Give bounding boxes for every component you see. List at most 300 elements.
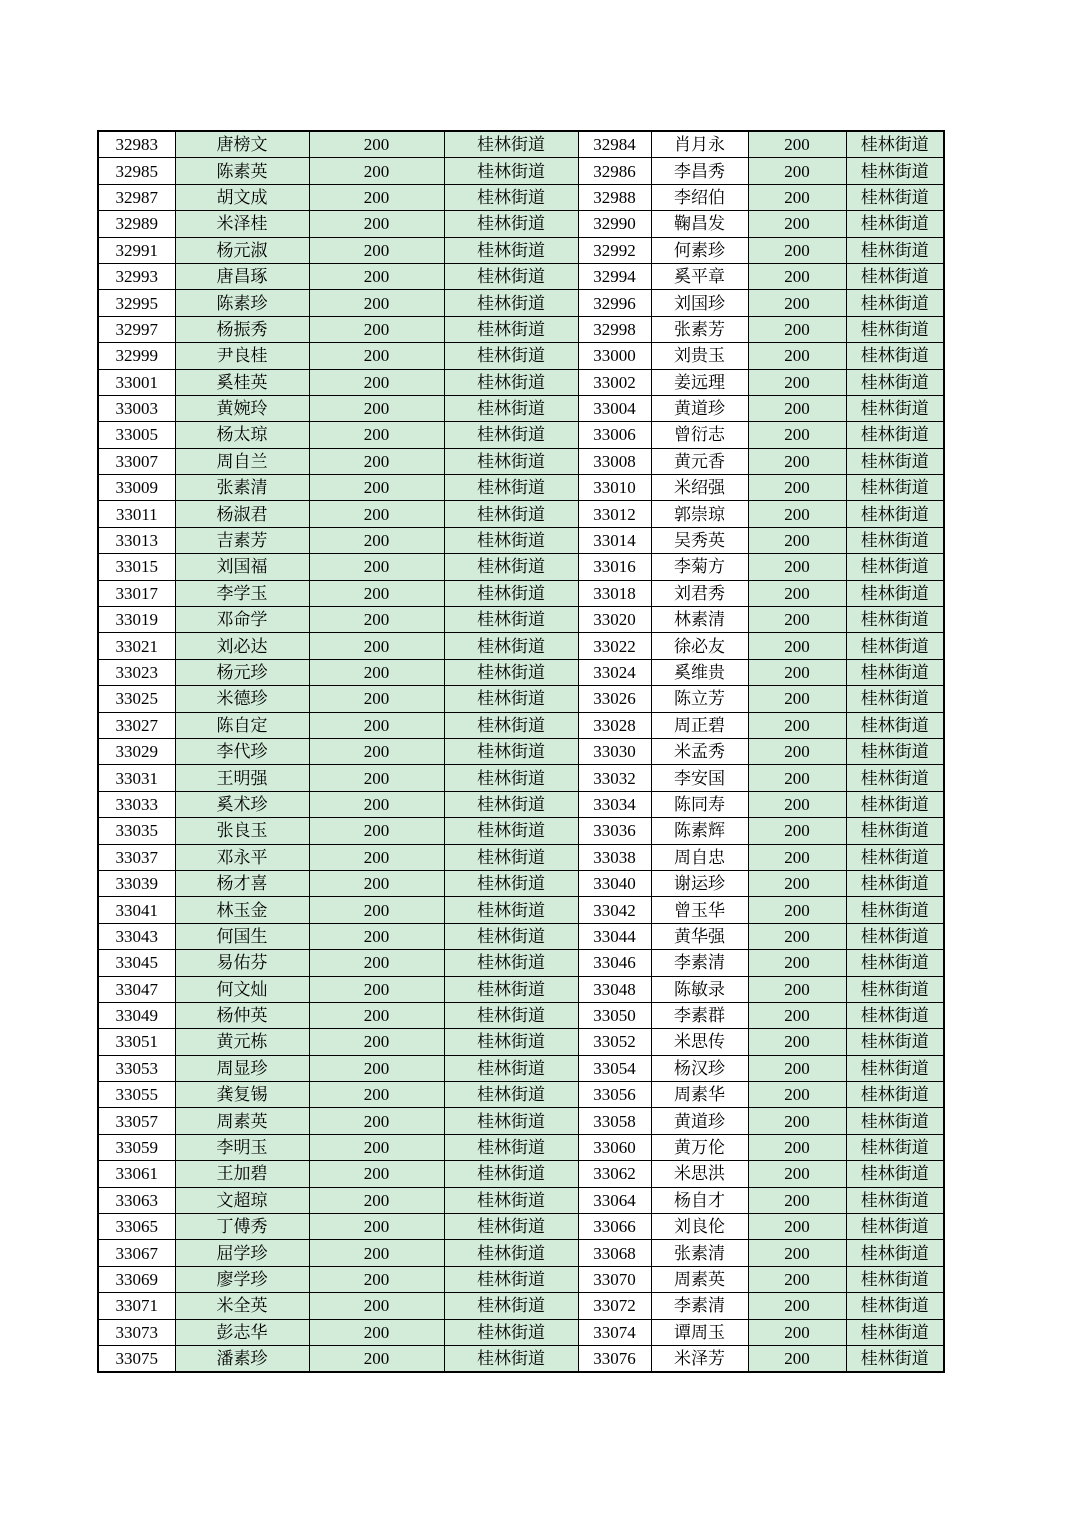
right-street-cell: 桂林街道 — [846, 580, 944, 606]
left-amount-cell: 200 — [309, 1134, 444, 1160]
left-street-cell: 桂林街道 — [444, 475, 578, 501]
table-row — [98, 818, 944, 844]
left-name-cell: 何国生 — [175, 923, 309, 949]
right-amount-cell: 200 — [748, 1082, 846, 1108]
right-amount-cell: 200 — [748, 818, 846, 844]
left-street-cell: 桂林街道 — [444, 791, 578, 817]
right-name-cell: 曾玉华 — [651, 897, 748, 923]
right-street-cell: 桂林街道 — [846, 131, 944, 158]
right-street-cell: 桂林街道 — [846, 1319, 944, 1345]
left-street-cell: 桂林街道 — [444, 1134, 578, 1160]
left-name-cell: 吉素芳 — [175, 527, 309, 553]
table-row — [98, 976, 944, 1002]
left-street-cell: 桂林街道 — [444, 1108, 578, 1134]
left-name-cell: 龚复锡 — [175, 1082, 309, 1108]
right-street-cell: 桂林街道 — [846, 554, 944, 580]
left-name-cell: 杨振秀 — [175, 316, 309, 342]
table-row — [98, 422, 944, 448]
left-id-cell: 33059 — [98, 1134, 175, 1160]
left-name-cell: 文超琼 — [175, 1187, 309, 1213]
left-id-cell: 32995 — [98, 290, 175, 316]
right-name-cell: 周正碧 — [651, 712, 748, 738]
left-street-cell: 桂林街道 — [444, 184, 578, 210]
right-amount-cell: 200 — [748, 158, 846, 184]
right-street-cell: 桂林街道 — [846, 1345, 944, 1372]
right-amount-cell: 200 — [748, 738, 846, 764]
right-id-cell: 33034 — [578, 791, 651, 817]
left-amount-cell: 200 — [309, 1214, 444, 1240]
right-amount-cell: 200 — [748, 1161, 846, 1187]
left-name-cell: 米德珍 — [175, 686, 309, 712]
right-id-cell: 33028 — [578, 712, 651, 738]
left-street-cell: 桂林街道 — [444, 1345, 578, 1372]
left-amount-cell: 200 — [309, 659, 444, 685]
table-row — [98, 923, 944, 949]
right-street-cell: 桂林街道 — [846, 316, 944, 342]
right-id-cell: 33062 — [578, 1161, 651, 1187]
right-name-cell: 鞠昌发 — [651, 211, 748, 237]
left-street-cell: 桂林街道 — [444, 501, 578, 527]
right-amount-cell: 200 — [748, 607, 846, 633]
left-amount-cell: 200 — [309, 712, 444, 738]
table-row — [98, 607, 944, 633]
left-street-cell: 桂林街道 — [444, 448, 578, 474]
right-name-cell: 李昌秀 — [651, 158, 748, 184]
right-name-cell: 黄道珍 — [651, 395, 748, 421]
left-id-cell: 33061 — [98, 1161, 175, 1187]
right-amount-cell: 200 — [748, 1345, 846, 1372]
right-street-cell: 桂林街道 — [846, 844, 944, 870]
left-amount-cell: 200 — [309, 686, 444, 712]
right-id-cell: 33036 — [578, 818, 651, 844]
left-name-cell: 李明玉 — [175, 1134, 309, 1160]
left-street-cell: 桂林街道 — [444, 237, 578, 263]
right-name-cell: 米思传 — [651, 1029, 748, 1055]
left-amount-cell: 200 — [309, 448, 444, 474]
right-amount-cell: 200 — [748, 633, 846, 659]
left-amount-cell: 200 — [309, 1055, 444, 1081]
left-street-cell: 桂林街道 — [444, 1293, 578, 1319]
table-row — [98, 791, 944, 817]
table-row — [98, 870, 944, 896]
right-amount-cell: 200 — [748, 765, 846, 791]
right-name-cell: 黄元香 — [651, 448, 748, 474]
right-amount-cell: 200 — [748, 422, 846, 448]
left-name-cell: 邓永平 — [175, 844, 309, 870]
right-street-cell: 桂林街道 — [846, 923, 944, 949]
right-id-cell: 33054 — [578, 1055, 651, 1081]
right-street-cell: 桂林街道 — [846, 158, 944, 184]
right-amount-cell: 200 — [748, 686, 846, 712]
left-street-cell: 桂林街道 — [444, 686, 578, 712]
right-street-cell: 桂林街道 — [846, 712, 944, 738]
right-id-cell: 33072 — [578, 1293, 651, 1319]
left-amount-cell: 200 — [309, 791, 444, 817]
left-name-cell: 王加碧 — [175, 1161, 309, 1187]
table-row — [98, 686, 944, 712]
right-name-cell: 陈素辉 — [651, 818, 748, 844]
right-name-cell: 周自忠 — [651, 844, 748, 870]
right-amount-cell: 200 — [748, 1029, 846, 1055]
subsidy-roster-table — [97, 130, 945, 1373]
left-name-cell: 胡文成 — [175, 184, 309, 210]
table-row — [98, 633, 944, 659]
left-name-cell: 奚桂英 — [175, 369, 309, 395]
right-id-cell: 33058 — [578, 1108, 651, 1134]
right-name-cell: 林素清 — [651, 607, 748, 633]
right-name-cell: 黄万伦 — [651, 1134, 748, 1160]
left-name-cell: 杨淑君 — [175, 501, 309, 527]
left-amount-cell: 200 — [309, 475, 444, 501]
left-street-cell: 桂林街道 — [444, 1161, 578, 1187]
right-street-cell: 桂林街道 — [846, 1134, 944, 1160]
right-id-cell: 32996 — [578, 290, 651, 316]
left-street-cell: 桂林街道 — [444, 765, 578, 791]
right-name-cell: 谭周玉 — [651, 1319, 748, 1345]
right-name-cell: 杨汉珍 — [651, 1055, 748, 1081]
left-id-cell: 33021 — [98, 633, 175, 659]
right-id-cell: 32984 — [578, 131, 651, 158]
left-street-cell: 桂林街道 — [444, 1055, 578, 1081]
left-street-cell: 桂林街道 — [444, 976, 578, 1002]
right-amount-cell: 200 — [748, 290, 846, 316]
right-id-cell: 33030 — [578, 738, 651, 764]
left-street-cell: 桂林街道 — [444, 1240, 578, 1266]
left-amount-cell: 200 — [309, 1161, 444, 1187]
left-name-cell: 王明强 — [175, 765, 309, 791]
right-street-cell: 桂林街道 — [846, 1161, 944, 1187]
left-amount-cell: 200 — [309, 422, 444, 448]
left-street-cell: 桂林街道 — [444, 263, 578, 289]
right-id-cell: 32992 — [578, 237, 651, 263]
left-id-cell: 32983 — [98, 131, 175, 158]
left-id-cell: 33057 — [98, 1108, 175, 1134]
left-street-cell: 桂林街道 — [444, 158, 578, 184]
right-id-cell: 33006 — [578, 422, 651, 448]
left-id-cell: 33017 — [98, 580, 175, 606]
right-street-cell: 桂林街道 — [846, 1266, 944, 1292]
left-name-cell: 屈学珍 — [175, 1240, 309, 1266]
right-id-cell: 33048 — [578, 976, 651, 1002]
left-name-cell: 张良玉 — [175, 818, 309, 844]
table-row — [98, 1161, 944, 1187]
right-id-cell: 32990 — [578, 211, 651, 237]
left-id-cell: 33033 — [98, 791, 175, 817]
left-id-cell: 33067 — [98, 1240, 175, 1266]
right-name-cell: 曾衍志 — [651, 422, 748, 448]
right-amount-cell: 200 — [748, 448, 846, 474]
right-id-cell: 33038 — [578, 844, 651, 870]
right-id-cell: 33026 — [578, 686, 651, 712]
left-street-cell: 桂林街道 — [444, 738, 578, 764]
table-body — [98, 131, 944, 1372]
right-amount-cell: 200 — [748, 580, 846, 606]
left-name-cell: 陈自定 — [175, 712, 309, 738]
left-amount-cell: 200 — [309, 818, 444, 844]
table-row — [98, 527, 944, 553]
left-id-cell: 33041 — [98, 897, 175, 923]
right-street-cell: 桂林街道 — [846, 237, 944, 263]
right-street-cell: 桂林街道 — [846, 369, 944, 395]
right-amount-cell: 200 — [748, 369, 846, 395]
table-row — [98, 1134, 944, 1160]
right-amount-cell: 200 — [748, 950, 846, 976]
left-amount-cell: 200 — [309, 1345, 444, 1372]
right-id-cell: 33044 — [578, 923, 651, 949]
table-row — [98, 1029, 944, 1055]
right-amount-cell: 200 — [748, 211, 846, 237]
right-id-cell: 33042 — [578, 897, 651, 923]
left-name-cell: 周显珍 — [175, 1055, 309, 1081]
right-id-cell: 33066 — [578, 1214, 651, 1240]
right-street-cell: 桂林街道 — [846, 659, 944, 685]
right-name-cell: 李绍伯 — [651, 184, 748, 210]
left-id-cell: 33023 — [98, 659, 175, 685]
left-name-cell: 廖学珍 — [175, 1266, 309, 1292]
right-id-cell: 33002 — [578, 369, 651, 395]
right-street-cell: 桂林街道 — [846, 501, 944, 527]
table-row — [98, 369, 944, 395]
left-street-cell: 桂林街道 — [444, 1319, 578, 1345]
right-street-cell: 桂林街道 — [846, 211, 944, 237]
left-name-cell: 邓命学 — [175, 607, 309, 633]
left-street-cell: 桂林街道 — [444, 290, 578, 316]
right-id-cell: 33070 — [578, 1266, 651, 1292]
right-name-cell: 刘贵玉 — [651, 343, 748, 369]
right-name-cell: 谢运珍 — [651, 870, 748, 896]
left-street-cell: 桂林街道 — [444, 369, 578, 395]
left-name-cell: 陈素英 — [175, 158, 309, 184]
right-name-cell: 米思洪 — [651, 1161, 748, 1187]
right-street-cell: 桂林街道 — [846, 448, 944, 474]
right-amount-cell: 200 — [748, 923, 846, 949]
right-name-cell: 米泽芳 — [651, 1345, 748, 1372]
right-amount-cell: 200 — [748, 1134, 846, 1160]
left-id-cell: 33035 — [98, 818, 175, 844]
right-id-cell: 33064 — [578, 1187, 651, 1213]
left-id-cell: 32997 — [98, 316, 175, 342]
left-name-cell: 李学玉 — [175, 580, 309, 606]
left-amount-cell: 200 — [309, 1002, 444, 1028]
right-amount-cell: 200 — [748, 316, 846, 342]
left-street-cell: 桂林街道 — [444, 659, 578, 685]
left-street-cell: 桂林街道 — [444, 712, 578, 738]
left-id-cell: 33027 — [98, 712, 175, 738]
left-id-cell: 32993 — [98, 263, 175, 289]
left-id-cell: 32991 — [98, 237, 175, 263]
left-amount-cell: 200 — [309, 897, 444, 923]
left-name-cell: 唐昌琢 — [175, 263, 309, 289]
table-row — [98, 395, 944, 421]
left-id-cell: 32985 — [98, 158, 175, 184]
table-row — [98, 1214, 944, 1240]
left-name-cell: 周自兰 — [175, 448, 309, 474]
left-amount-cell: 200 — [309, 395, 444, 421]
left-amount-cell: 200 — [309, 950, 444, 976]
left-name-cell: 唐榜文 — [175, 131, 309, 158]
right-amount-cell: 200 — [748, 844, 846, 870]
right-amount-cell: 200 — [748, 1108, 846, 1134]
right-id-cell: 33060 — [578, 1134, 651, 1160]
left-id-cell: 33051 — [98, 1029, 175, 1055]
right-street-cell: 桂林街道 — [846, 897, 944, 923]
right-name-cell: 何素珍 — [651, 237, 748, 263]
right-id-cell: 33076 — [578, 1345, 651, 1372]
left-id-cell: 33075 — [98, 1345, 175, 1372]
left-name-cell: 林玉金 — [175, 897, 309, 923]
right-id-cell: 33000 — [578, 343, 651, 369]
left-id-cell: 33049 — [98, 1002, 175, 1028]
left-id-cell: 33065 — [98, 1214, 175, 1240]
right-id-cell: 33020 — [578, 607, 651, 633]
right-street-cell: 桂林街道 — [846, 765, 944, 791]
right-amount-cell: 200 — [748, 1055, 846, 1081]
left-name-cell: 张素清 — [175, 475, 309, 501]
left-amount-cell: 200 — [309, 369, 444, 395]
left-amount-cell: 200 — [309, 554, 444, 580]
left-street-cell: 桂林街道 — [444, 1002, 578, 1028]
left-name-cell: 刘必达 — [175, 633, 309, 659]
left-amount-cell: 200 — [309, 184, 444, 210]
left-street-cell: 桂林街道 — [444, 607, 578, 633]
left-name-cell: 杨太琼 — [175, 422, 309, 448]
left-amount-cell: 200 — [309, 633, 444, 659]
right-amount-cell: 200 — [748, 870, 846, 896]
right-name-cell: 陈同寿 — [651, 791, 748, 817]
left-id-cell: 32987 — [98, 184, 175, 210]
table-row — [98, 184, 944, 210]
left-id-cell: 33007 — [98, 448, 175, 474]
right-amount-cell: 200 — [748, 395, 846, 421]
left-street-cell: 桂林街道 — [444, 1266, 578, 1292]
right-amount-cell: 200 — [748, 976, 846, 1002]
right-name-cell: 徐必友 — [651, 633, 748, 659]
left-id-cell: 33005 — [98, 422, 175, 448]
left-street-cell: 桂林街道 — [444, 1082, 578, 1108]
left-id-cell: 33001 — [98, 369, 175, 395]
right-id-cell: 33068 — [578, 1240, 651, 1266]
right-id-cell: 33052 — [578, 1029, 651, 1055]
right-amount-cell: 200 — [748, 527, 846, 553]
right-id-cell: 33050 — [578, 1002, 651, 1028]
left-amount-cell: 200 — [309, 1082, 444, 1108]
left-name-cell: 米泽桂 — [175, 211, 309, 237]
left-id-cell: 33029 — [98, 738, 175, 764]
right-name-cell: 张素清 — [651, 1240, 748, 1266]
left-street-cell: 桂林街道 — [444, 554, 578, 580]
left-amount-cell: 200 — [309, 1029, 444, 1055]
left-amount-cell: 200 — [309, 844, 444, 870]
right-name-cell: 刘良伦 — [651, 1214, 748, 1240]
table-row — [98, 897, 944, 923]
right-amount-cell: 200 — [748, 475, 846, 501]
right-street-cell: 桂林街道 — [846, 395, 944, 421]
right-street-cell: 桂林街道 — [846, 1082, 944, 1108]
table-row — [98, 712, 944, 738]
left-street-cell: 桂林街道 — [444, 211, 578, 237]
right-street-cell: 桂林街道 — [846, 870, 944, 896]
left-amount-cell: 200 — [309, 237, 444, 263]
right-street-cell: 桂林街道 — [846, 1187, 944, 1213]
table-row — [98, 158, 944, 184]
right-amount-cell: 200 — [748, 237, 846, 263]
left-amount-cell: 200 — [309, 501, 444, 527]
left-amount-cell: 200 — [309, 738, 444, 764]
right-amount-cell: 200 — [748, 1293, 846, 1319]
table-row — [98, 475, 944, 501]
right-name-cell: 周素英 — [651, 1266, 748, 1292]
left-name-cell: 奚术珍 — [175, 791, 309, 817]
left-name-cell: 丁傅秀 — [175, 1214, 309, 1240]
left-street-cell: 桂林街道 — [444, 950, 578, 976]
left-name-cell: 黄婉玲 — [175, 395, 309, 421]
left-street-cell: 桂林街道 — [444, 395, 578, 421]
right-name-cell: 陈敏录 — [651, 976, 748, 1002]
left-name-cell: 杨元淑 — [175, 237, 309, 263]
table-row — [98, 554, 944, 580]
table-row — [98, 1055, 944, 1081]
left-name-cell: 彭志华 — [175, 1319, 309, 1345]
right-amount-cell: 200 — [748, 554, 846, 580]
right-amount-cell: 200 — [748, 1319, 846, 1345]
left-street-cell: 桂林街道 — [444, 131, 578, 158]
right-amount-cell: 200 — [748, 263, 846, 289]
right-name-cell: 刘国珍 — [651, 290, 748, 316]
left-street-cell: 桂林街道 — [444, 316, 578, 342]
right-street-cell: 桂林街道 — [846, 791, 944, 817]
right-street-cell: 桂林街道 — [846, 818, 944, 844]
right-id-cell: 32998 — [578, 316, 651, 342]
left-id-cell: 33015 — [98, 554, 175, 580]
table-row — [98, 343, 944, 369]
right-street-cell: 桂林街道 — [846, 738, 944, 764]
left-id-cell: 33053 — [98, 1055, 175, 1081]
left-id-cell: 32989 — [98, 211, 175, 237]
right-id-cell: 33022 — [578, 633, 651, 659]
table-row — [98, 501, 944, 527]
right-name-cell: 杨自才 — [651, 1187, 748, 1213]
left-street-cell: 桂林街道 — [444, 1214, 578, 1240]
right-name-cell: 刘君秀 — [651, 580, 748, 606]
left-street-cell: 桂林街道 — [444, 897, 578, 923]
table-row — [98, 659, 944, 685]
table-row — [98, 263, 944, 289]
right-id-cell: 33018 — [578, 580, 651, 606]
right-name-cell: 吴秀英 — [651, 527, 748, 553]
right-street-cell: 桂林街道 — [846, 633, 944, 659]
left-id-cell: 33043 — [98, 923, 175, 949]
right-street-cell: 桂林街道 — [846, 1002, 944, 1028]
left-name-cell: 陈素珍 — [175, 290, 309, 316]
right-street-cell: 桂林街道 — [846, 184, 944, 210]
right-street-cell: 桂林街道 — [846, 527, 944, 553]
right-name-cell: 郭崇琼 — [651, 501, 748, 527]
right-name-cell: 李素群 — [651, 1002, 748, 1028]
right-street-cell: 桂林街道 — [846, 422, 944, 448]
left-amount-cell: 200 — [309, 316, 444, 342]
table-row — [98, 1082, 944, 1108]
right-street-cell: 桂林街道 — [846, 263, 944, 289]
left-amount-cell: 200 — [309, 923, 444, 949]
left-name-cell: 潘素珍 — [175, 1345, 309, 1372]
left-amount-cell: 200 — [309, 1108, 444, 1134]
right-name-cell: 黄华强 — [651, 923, 748, 949]
left-id-cell: 33025 — [98, 686, 175, 712]
table-row — [98, 580, 944, 606]
right-id-cell: 33032 — [578, 765, 651, 791]
right-id-cell: 33024 — [578, 659, 651, 685]
left-street-cell: 桂林街道 — [444, 343, 578, 369]
